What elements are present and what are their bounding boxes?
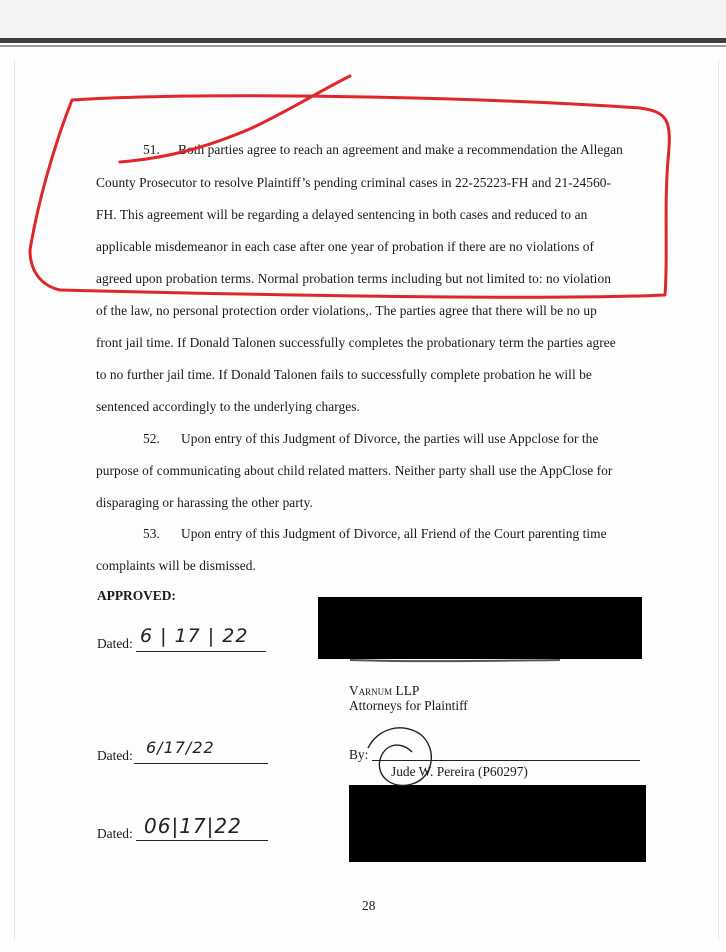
firm-role: Attorneys for Plaintiff xyxy=(349,698,468,713)
dated-label-2: Dated: xyxy=(97,748,133,763)
paragraph-51-line-7: front jail time. If Donald Talonen successfully completes the probationary term the parties agree xyxy=(96,335,616,350)
dated-handwritten-3: 06|17|22 xyxy=(144,814,242,838)
viewer-top-rule-secondary xyxy=(0,45,726,47)
paragraph-52-line-1: Upon entry of this Judgment of Divorce, the parties will use Appclose for the xyxy=(181,431,599,446)
red-circle-annotation xyxy=(30,96,669,297)
by-label: By: xyxy=(349,747,369,762)
paragraph-53-line-1: Upon entry of this Judgment of Divorce, all Friend of the Court parenting time xyxy=(181,526,607,541)
paragraph-52-line-2: purpose of communicating about child related matters. Neither party shall use the AppClose for xyxy=(96,463,613,478)
dated-handwritten-2: 6/17/22 xyxy=(146,738,215,757)
paragraph-51-line-1: Both parties agree to reach an agreement and make a recommendation the Allegan xyxy=(178,142,623,157)
paragraph-51-line-8: to no further jail time. If Donald Talonen fails to successfully complete probation he will be xyxy=(96,367,592,382)
page-left-edge xyxy=(14,60,15,940)
page-right-edge xyxy=(718,60,719,940)
paragraph-51-line-4: applicable misdemeanor in each case after one year of probation if there are no violations of xyxy=(96,239,595,254)
viewer-top-band xyxy=(0,0,726,38)
attorney-name: Jude W. Pereira (P60297) xyxy=(391,764,528,779)
signature-line xyxy=(372,760,640,761)
dated-label-1: Dated: xyxy=(97,636,133,651)
paragraph-52-number: 52. xyxy=(143,431,160,446)
overlapping-ink-mark xyxy=(350,660,560,661)
redaction-block-top xyxy=(318,597,642,659)
viewer-top-rule xyxy=(0,38,726,43)
dated-underline-3 xyxy=(136,840,268,841)
paragraph-51-line-3: FH. This agreement will be regarding a delayed sentencing in both cases and reduced to an xyxy=(96,207,588,222)
paragraph-51-line-6: of the law, no personal protection order violations,. The parties agree that there will be no up xyxy=(96,303,597,318)
paragraph-53-line-2: complaints will be dismissed. xyxy=(96,558,256,573)
page-number: 28 xyxy=(362,898,376,913)
dated-underline-2 xyxy=(134,763,268,764)
paragraph-51-line-2: County Prosecutor to resolve Plaintiff’s pending criminal cases in 22-25223-FH and 21-24560- xyxy=(96,175,611,190)
paragraph-53-number: 53. xyxy=(143,526,160,541)
dated-underline-1 xyxy=(136,651,266,652)
redaction-block-bottom xyxy=(349,785,646,862)
paragraph-52-line-3: disparaging or harassing the other party. xyxy=(96,495,313,510)
approved-heading: APPROVED: xyxy=(97,588,176,603)
paragraph-51-line-5: agreed upon probation terms. Normal probation terms including but not limited to: no violation xyxy=(96,271,611,286)
paragraph-51-number: 51. xyxy=(143,142,160,157)
dated-handwritten-1: 6 | 17 | 22 xyxy=(140,625,249,647)
paragraph-51-line-9: sentenced accordingly to the underlying charges. xyxy=(96,399,360,414)
dated-label-3: Dated: xyxy=(97,826,133,841)
firm-name: Varnum LLP xyxy=(349,683,420,698)
